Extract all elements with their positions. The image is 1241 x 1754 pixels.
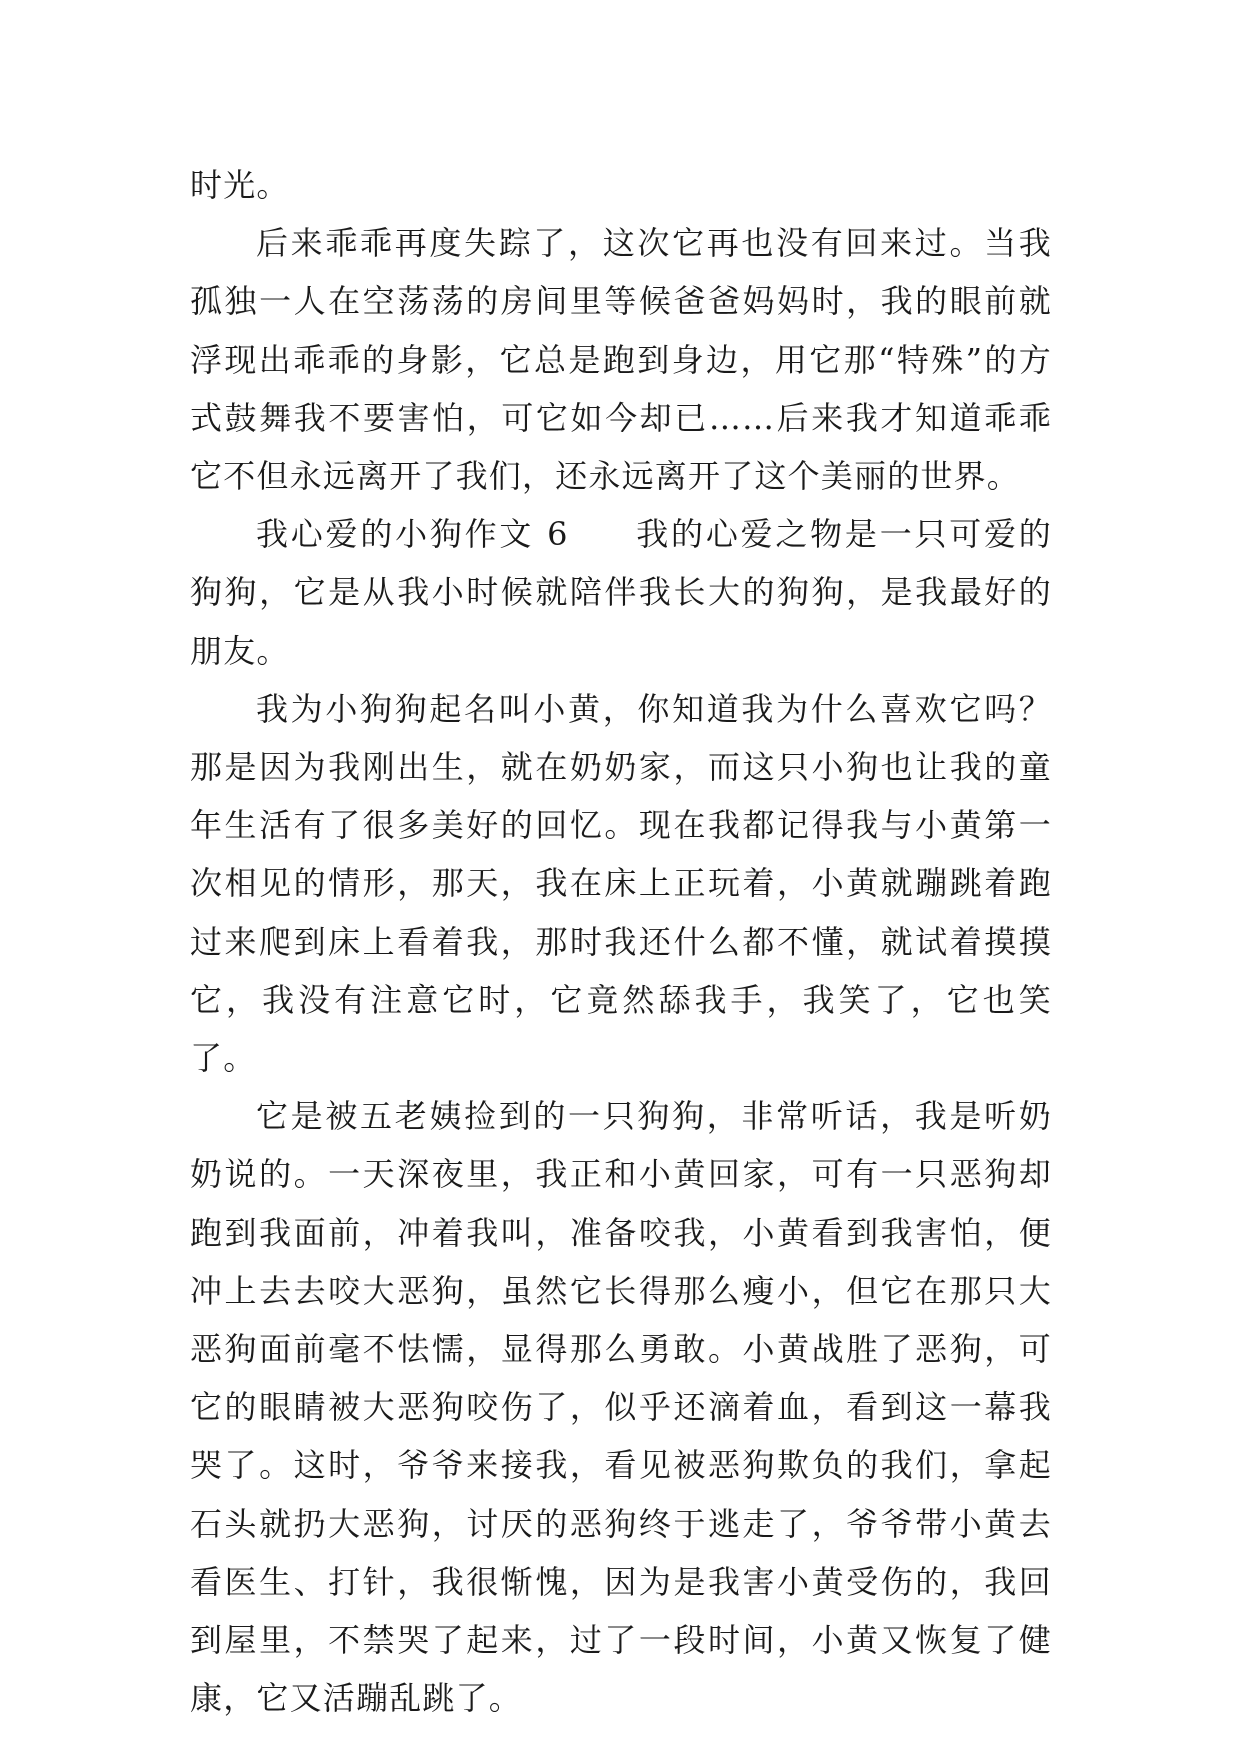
paragraph-xiaohuang-brave: 它是被五老姨捡到的一只狗狗，非常听话，我是听奶奶说的。一天深夜里，我正和小黄回家，可有一只恶狗却跑到我面前，冲着我叫，准备咬我，小黄看到我害怕，便冲上去去咬大恶狗，虽然它长得那么瘦小，但它在那只大恶狗面前毫不怯懦，显得那么勇敢。小黄战胜了恶狗，可它的眼睛被大恶狗咬伤了，似乎还滴着血，看到这一幕我哭了。这时，爷爷来接我，看见被恶狗欺负的我们，拿起石头就扔大恶狗，讨厌的恶狗终于逃走了，爷爷带小黄去看医生、打针，我很惭愧，因为是我害小黄受伤的，我回到屋里，不禁哭了起来，过了一段时间，小黄又恢复了健康，它又活蹦乱跳了。 — [190, 1097, 1052, 1718]
essay6-first-sentence: 我的心爱之物是一只可爱的狗狗，它是从我小时候就陪伴我长大的狗狗，是我最好的朋友。 — [190, 515, 1052, 670]
essay6-opening-paragraph — [190, 505, 1052, 680]
paragraph-continuation: 时光。 — [190, 166, 290, 204]
document-body — [190, 156, 1052, 1727]
essay-title: 我心爱的小狗作文 6 — [256, 515, 569, 554]
paragraph-xiaohuang-name: 我为小狗狗起名叫小黄，你知道我为什么喜欢它吗？那是因为我刚出生，就在奶奶家，而这只小狗也让我的童年生活有了很多美好的回忆。现在我都记得我与小黄第一次相见的情形，那天，我在床上正玩着，小黄就蹦跳着跑过来爬到床上看着我，那时我还什么都不懂，就试着摸摸它，我没有注意它时，它竟然舔我手，我笑了，它也笑了。 — [190, 689, 1052, 1078]
paragraph-guaiguai-lost: 后来乖乖再度失踪了，这次它再也没有回来过。当我孤独一人在空荡荡的房间里等候爸爸妈妈时，我的眼前就浮现出乖乖的身影，它总是跑到身边，用它那“特殊”的方式鼓舞我不要害怕，可它如今却已……后来我才知道乖乖它不但永远离开了我们，还永远离开了这个美丽的世界。 — [190, 224, 1052, 496]
